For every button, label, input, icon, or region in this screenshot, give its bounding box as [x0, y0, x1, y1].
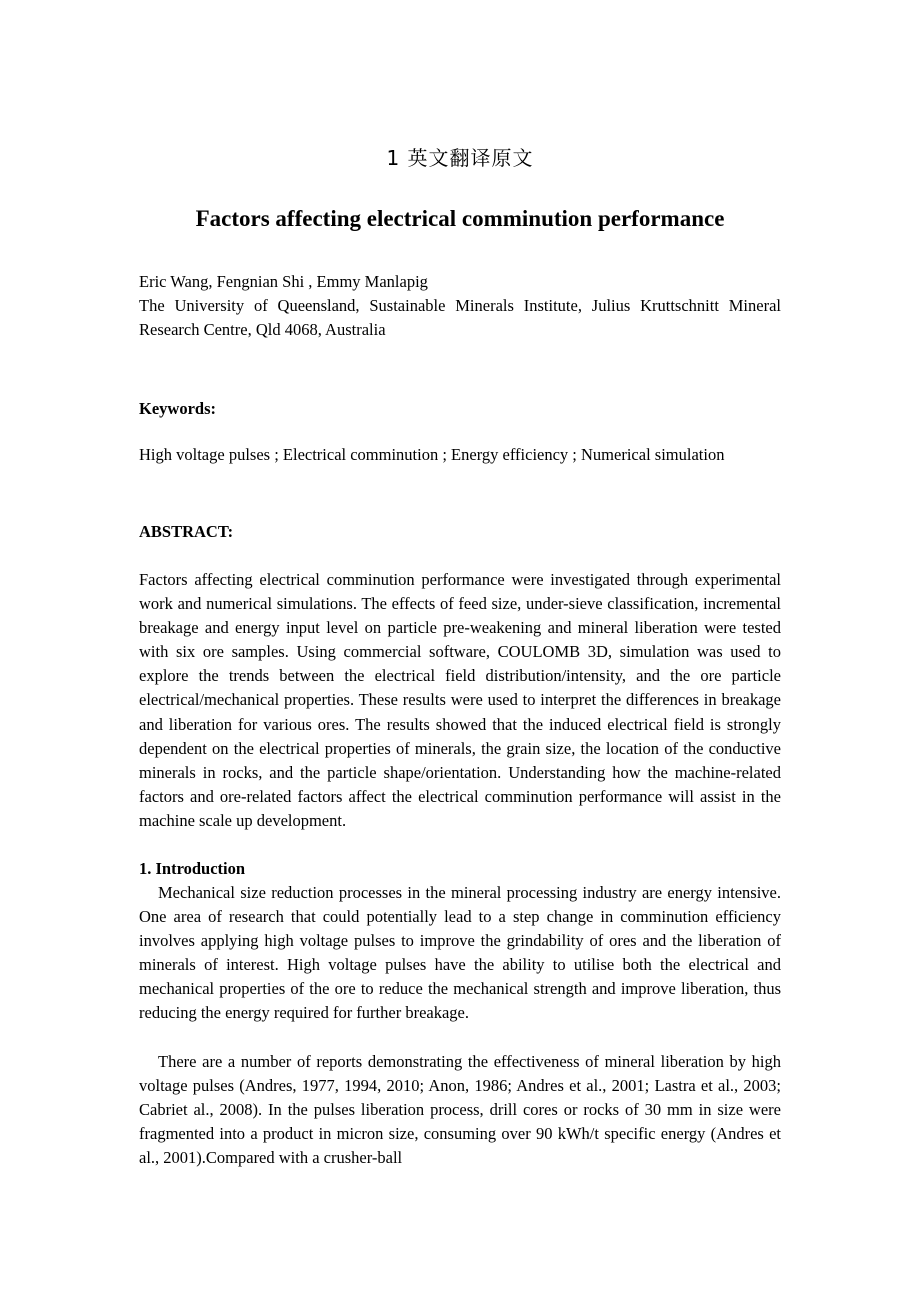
abstract-label: ABSTRACT: [139, 522, 234, 541]
section-heading: 1 英文翻译原文 [386, 146, 534, 170]
author-list: Eric Wang, Fengnian Shi , Emmy Manlapig [139, 272, 428, 291]
affiliation: The University of Queensland, Sustainable Minerals Institute, Julius Kruttschnitt Mineral Research Centre, Qld 4068, Australia [139, 296, 781, 339]
keywords-label: Keywords: [139, 399, 216, 418]
paper-title: Factors affecting electrical comminution performance [195, 206, 725, 231]
introduction-heading: 1. Introduction [139, 859, 246, 878]
introduction-paragraph-1: Mechanical size reduction processes in the mineral processing industry are energy intensive. One area of research that could potentially lead to a step change in comminution efficiency involves applying high voltage pulses to improve the grindability of ores and the liberation of minerals of interest. High voltage pulses have the ability to utilise both the electrical and mechanical properties of the ore to reduce the mechanical strength and improve liberation, thus reducing the energy required for further breakage. [139, 883, 781, 1023]
keywords-text: High voltage pulses ; Electrical comminution ; Energy efficiency ; Numerical simulation [139, 445, 725, 464]
abstract-text: Factors affecting electrical comminution performance were investigated through experimental work and numerical simulations. The effects of feed size, under-sieve classification, incremental breakage and energy input level on particle pre-weakening and mineral liberation were tested with six ore samples. Using commercial software, COULOMB 3D, simulation was used to explore the trends between the electrical field distribution/intensity, and the ore particle electrical/mechanical properties. These results were used to interpret the differences in breakage and liberation for various ores. The results showed that the induced electrical field is strongly dependent on the electrical properties of minerals, the grain size, the location of the conductive minerals in rocks, and the particle shape/orientation. Understanding how the machine-related factors and ore-related factors affect the electrical comminution performance will assist in the machine scale up development. [139, 570, 781, 830]
introduction-paragraph-2: There are a number of reports demonstrating the effectiveness of mineral liberation by high voltage pulses (Andres, 1977, 1994, 2010; Anon, 1986; Andres et al., 2001; Lastra et al., 2003; Cabriet al., 2008). In the pulses liberation process, drill cores or rocks of 30 mm in size were fragmented into a product in micron size, consuming over 90 kWh/t specific energy (Andres et al., 2001).Compared with a crusher-ball [139, 1052, 781, 1168]
